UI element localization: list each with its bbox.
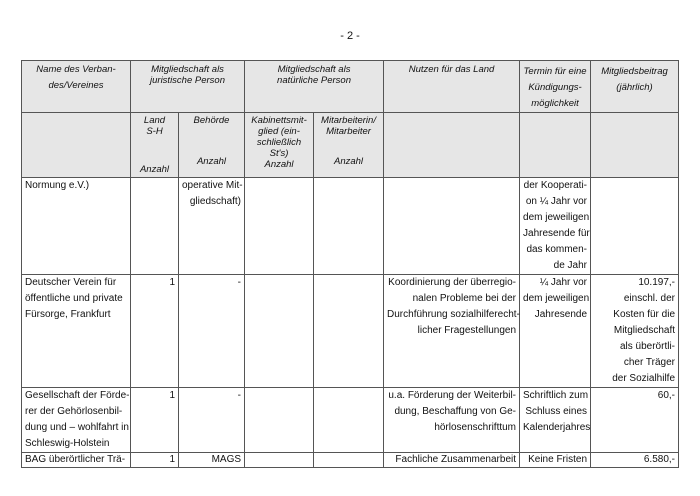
cell-line: Mitgliedschaft — [613, 325, 676, 336]
cell-nutzen — [384, 275, 520, 388]
cell-nutzen — [384, 453, 520, 468]
cell-land — [131, 388, 179, 453]
cell-behoerde — [179, 453, 245, 468]
page-number: - 2 - — [340, 30, 360, 42]
cell-line: de Jahr — [553, 260, 588, 271]
cell-line: on ¼ Jahr vor — [525, 196, 588, 207]
cell-termin — [520, 453, 591, 468]
header-beitrag: Mitgliedsbeitrag (jährlich) — [591, 61, 679, 113]
cell-termin — [520, 178, 591, 275]
cell-line: gliedschaft) — [189, 196, 242, 207]
cell-line: Durchführung sozialhilferecht- — [387, 309, 520, 320]
cell-name — [22, 275, 131, 388]
cell-line: 6.580,- — [643, 454, 676, 465]
cell-line: Deutscher Verein für — [25, 277, 117, 288]
cell-behoerde — [179, 178, 245, 275]
cell-kab — [245, 178, 314, 275]
header-natuerlich: Mitgliedschaft als natürliche Person — [245, 61, 384, 113]
header-empty — [520, 113, 591, 178]
cell-line: Kosten für die — [613, 309, 676, 320]
cell-line: öffentliche und private — [25, 293, 123, 304]
cell-kab — [245, 388, 314, 453]
header-behoerde: Behörde Anzahl — [179, 113, 245, 178]
cell-name — [22, 453, 131, 468]
cell-mit — [314, 275, 384, 388]
cell-line: 60,- — [657, 390, 676, 401]
cell-land — [131, 453, 179, 468]
cell-kab — [245, 275, 314, 388]
cell-line: 1 — [169, 390, 175, 401]
cell-name — [22, 178, 131, 275]
cell-land — [131, 178, 179, 275]
cell-line: Kalenderjahres — [523, 422, 591, 433]
header-mitarbeiter: Mitarbeiterin/ Mitarbeiter Anzahl — [314, 113, 384, 178]
cell-line: Fachliche Zusammenarbeit — [395, 454, 517, 465]
cell-line: Normung e.V.) — [25, 180, 90, 191]
cell-land — [131, 275, 179, 388]
header-juristisch: Mitgliedschaft als juristische Person — [131, 61, 245, 113]
header-termin: Termin für eine Kündigungs- möglichkeit — [520, 61, 591, 113]
cell-line: als überörtli- — [619, 341, 676, 352]
cell-line: Gesellschaft der Förde- — [25, 390, 130, 401]
table-row — [22, 275, 679, 388]
cell-line: einschl. der — [623, 293, 676, 304]
cell-line: dem jeweiligen — [523, 293, 590, 304]
header-name: Name des Verban- des/Vereines — [22, 61, 131, 113]
cell-line: der Kooperati- — [523, 180, 588, 191]
cell-nutzen — [384, 388, 520, 453]
membership-table — [21, 60, 679, 468]
cell-mit — [314, 453, 384, 468]
cell-line: ¼ Jahr vor — [539, 277, 588, 288]
cell-line: dung, Beschaffung von Ge- — [394, 406, 517, 417]
cell-line: cher Träger — [623, 357, 676, 368]
cell-beitrag — [591, 178, 679, 275]
cell-line: u.a. Förderung der Weiterbil- — [388, 390, 517, 401]
table-row — [22, 453, 679, 468]
header-land: Land S-H Anzahl — [131, 113, 179, 178]
cell-beitrag — [591, 388, 679, 453]
cell-line: Schleswig-Holstein — [25, 438, 110, 449]
cell-line: der Sozialhilfe — [612, 373, 676, 384]
cell-mit — [314, 388, 384, 453]
cell-behoerde — [179, 388, 245, 453]
cell-line: Jahresende für — [523, 228, 590, 239]
header-nutzen: Nutzen für das Land — [384, 61, 520, 113]
cell-line: dung und – wohlfahrt in — [25, 422, 129, 433]
cell-line: nalen Probleme bei der — [412, 293, 517, 304]
cell-line: Koordinierung der überregio- — [388, 277, 517, 288]
cell-line: - — [237, 277, 242, 288]
header-empty — [22, 113, 131, 178]
header-kabinett: Kabinettsmit- glied (ein- schließlich St's) Anzahl — [245, 113, 314, 178]
cell-line: 1 — [169, 454, 175, 465]
cell-nutzen — [384, 178, 520, 275]
cell-line: Keine Fristen — [528, 454, 588, 465]
cell-beitrag — [591, 453, 679, 468]
cell-line: Schluss eines — [525, 406, 588, 417]
cell-line: Jahresende — [534, 309, 588, 320]
cell-line: BAG überörtlicher Trä- — [25, 454, 126, 465]
header-empty — [384, 113, 520, 178]
cell-line: Fürsorge, Frankfurt — [25, 309, 111, 320]
cell-line: hörlosenschrifttum — [434, 422, 517, 433]
cell-behoerde — [179, 275, 245, 388]
cell-line: 10.197,- — [638, 277, 676, 288]
cell-line: Schriftlich zum — [523, 390, 589, 401]
cell-beitrag — [591, 275, 679, 388]
cell-line: rer der Gehörlosenbil- — [25, 406, 123, 417]
table-row — [22, 178, 679, 275]
cell-line: dem jeweiligen — [523, 212, 590, 223]
cell-line: operative Mit- — [182, 180, 243, 191]
cell-termin — [520, 388, 591, 453]
cell-line: - — [237, 390, 242, 401]
cell-line: 1 — [169, 277, 175, 288]
cell-kab — [245, 453, 314, 468]
cell-termin — [520, 275, 591, 388]
cell-line: licher Fragestellungen — [417, 325, 517, 336]
header-empty — [591, 113, 679, 178]
cell-mit — [314, 178, 384, 275]
cell-line: MAGS — [211, 454, 242, 465]
cell-name — [22, 388, 131, 453]
cell-line: das kommen- — [526, 244, 588, 255]
table-row — [22, 388, 679, 453]
